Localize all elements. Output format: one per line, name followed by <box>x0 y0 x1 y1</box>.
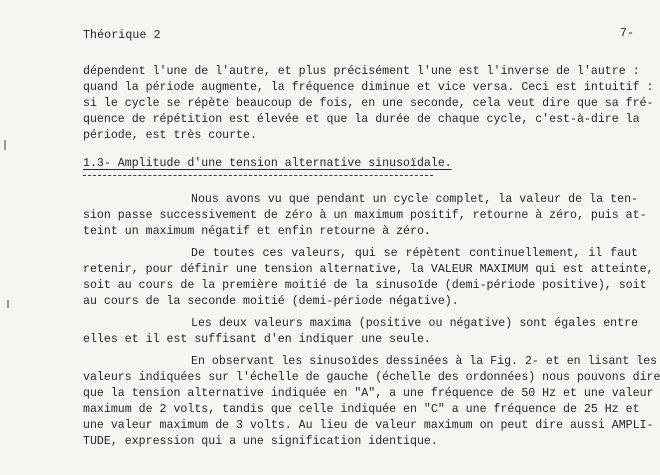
running-header-title: Théorique 2 <box>83 29 161 42</box>
paragraph1-line: quence de répétition est élevée et que la durée de chaque cycle, c'est-à-dire la <box>83 113 640 126</box>
paragraph5-line: TUDE, expression qui a une signification identique. <box>83 435 438 448</box>
scan-mark <box>7 300 9 308</box>
paragraph2-line: Nous avons vu que pendant un cycle complet, la valeur de la ten- <box>191 193 638 206</box>
paragraph5-line: maximum de 2 volts, tandis que celle indiquée en "C" a une fréquence de 25 Hz et <box>83 403 640 416</box>
paragraph3-line: au cours de la seconde moitié (demi-période négative). <box>83 295 459 308</box>
paragraph3-line: soit au cours de la première moitié de la sinusoïde (demi-période positive), soit <box>83 279 647 292</box>
paragraph4-line: elles et il est suffisant d'en indiquer une seule. <box>83 333 431 346</box>
page-number: 7- <box>620 27 634 40</box>
heading-underline <box>83 175 433 176</box>
paragraph4-line: Les deux valeurs maxima (positive ou négative) sont égales entre <box>191 317 638 330</box>
paragraph5-line: valeurs indiquées sur l'échelle de gauche (échelle des ordonnées) nous pouvons dire <box>83 371 660 384</box>
paragraph1-line: période, est très courte. <box>83 129 257 142</box>
paragraph2-line: teint un maximum négatif et enfin retourne à zéro. <box>83 225 431 238</box>
paragraph1-line: si le cycle se répète beaucoup de fois, en une seconde, cela veut dire que sa fré- <box>83 97 654 110</box>
paragraph1-line: quand la période augmente, la fréquence diminue et vice versa. Ceci est intuitif : <box>83 81 654 94</box>
paragraph5-line: En observant les sinusoïdes dessinées à la Fig. 2- et en lisant les <box>191 355 658 368</box>
scan-mark <box>4 140 6 150</box>
paragraph5-line: que la tension alternative indiquée en "A", a une fréquence de 50 Hz et une valeur <box>83 387 654 400</box>
paragraph3-line: De toutes ces valeurs, qui se répètent continuellement, il faut <box>191 247 638 260</box>
paragraph5-line: une valeur maximum de 3 volts. Au lieu de valeur maximum on peut dire aussi AMPLI- <box>83 419 654 432</box>
paragraph3-line: retenir, pour définir une tension alternative, la VALEUR MAXIMUM qui est atteinte, <box>83 263 654 276</box>
paragraph1-line: dépendent l'une de l'autre, et plus précisément l'une est l'inverse de l'autre : <box>83 65 640 78</box>
paragraph2-line: sion passe successivement de zéro à un maximum positif, retourne à zéro, puis at- <box>83 209 647 222</box>
section-heading: 1.3- Amplitude d'une tension alternative sinusoïdale. <box>83 157 452 170</box>
